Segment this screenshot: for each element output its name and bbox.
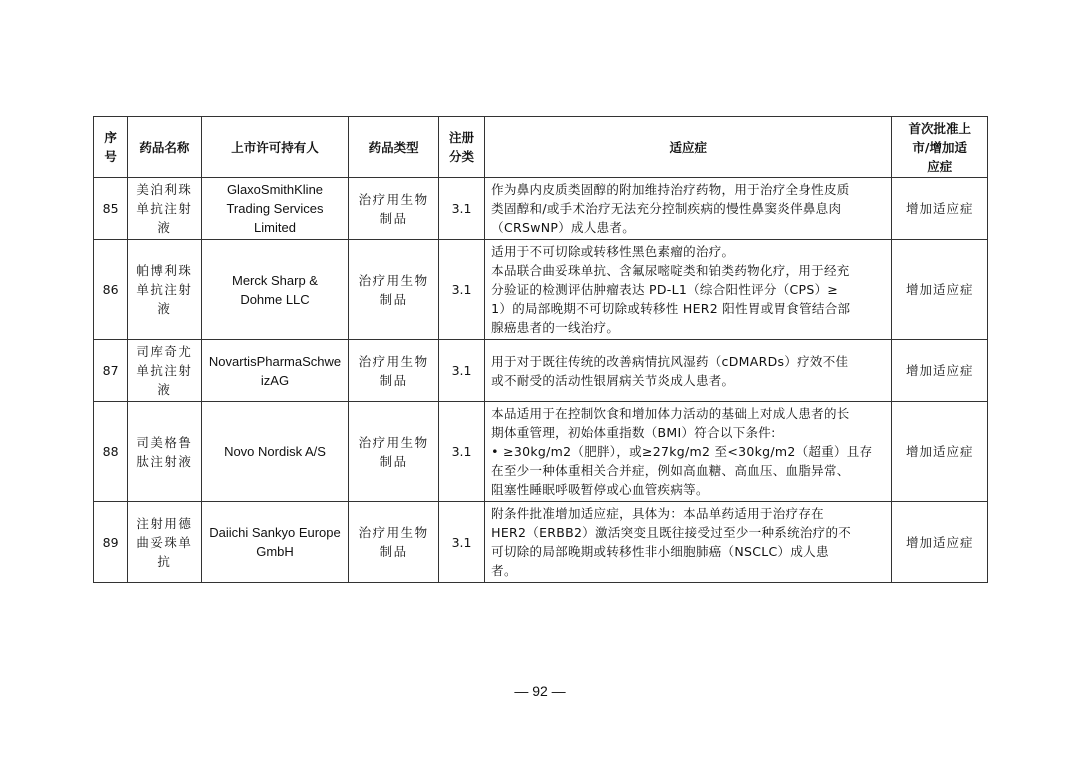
header-row [94,117,988,178]
cell-line: izAG [260,372,290,388]
cell-line: 肽注射液 [136,453,193,469]
cell-line: 帕博利珠 [136,263,193,278]
cell-line: Merck Sharp & [232,272,318,288]
cell-line: 制品 [379,291,408,307]
row-holder [201,402,349,502]
row-seq: 86 [94,240,128,340]
header-line: 分类 [449,149,475,164]
cell-line: 可切除的局部晚期或转移性非小细胞肺癌（NSCLC）成人患 [491,544,829,559]
cell-line: • ≥30kg/m2（肥胖），或≥27kg/m2 至<30kg/m2（超重）且存 [491,444,873,459]
row-seq: 88 [94,402,128,502]
row-reg-class: 3.1 [438,240,484,340]
cell-line: NovartisPharmaSchwe [208,353,342,369]
row-seq: 89 [94,502,128,583]
header-line: 序 [104,130,117,145]
cell-line: 本品适用于在控制饮食和增加体力活动的基础上对成人患者的长 [491,406,850,421]
cell-line: 制品 [379,544,408,559]
header-line: 应症 [927,158,953,174]
cell-line: Novo Nordisk A/S [224,444,326,459]
row-drug-name [128,402,201,502]
row-drug-type [349,340,439,402]
cell-line: Dohme LLC [240,291,310,307]
row-drug-type [349,240,439,340]
header-seq [94,117,128,178]
cell-line: 分验证的检测评估肿瘤表达 PD-L1（综合阳性评分（CPS）≥ [491,282,839,297]
row-seq: 85 [94,178,128,240]
cell-line: 液 [157,382,172,397]
cell-line: 腺癌患者的一线治疗。 [491,320,620,335]
header-reg-class [438,117,484,178]
cell-line: 适用于不可切除或转移性黑色素瘤的治疗。 [491,244,735,259]
cell-line: GlaxoSmithKline [226,182,324,197]
cell-line: Trading Services [226,201,324,216]
cell-line: 治疗用生物 [358,353,429,369]
header-drug-name: 药品名称 [128,117,201,178]
cell-line: 治疗用生物 [358,191,429,207]
drug-approval-table [93,116,988,583]
row-seq: 87 [94,340,128,402]
cell-line: 作为鼻内皮质类固醇的附加维持治疗药物，用于治疗全身性皮质 [491,182,850,197]
table-row [94,240,988,340]
row-drug-name [128,178,201,240]
row-holder [201,502,349,583]
row-reg-class: 3.1 [438,340,484,402]
cell-line: 治疗用生物 [358,272,429,288]
row-indication [485,240,892,340]
cell-line: 用于对于既往传统的改善病情抗风湿药（cDMARDs）疗效不佳 [491,353,849,369]
cell-line: 在至少一种体重相关合并症，例如高血糖、高血压、血脂异常、 [491,463,850,478]
cell-line: 者。 [491,563,517,578]
cell-line: 制品 [379,372,408,388]
cell-line: 司库奇尤 [136,344,193,359]
cell-line: HER2（ERBB2）激活突变且既往接受过至少一种系统治疗的不 [491,525,852,540]
cell-line: 类固醇和/或手术治疗无法充分控制疾病的慢性鼻窦炎伴鼻息肉 [491,201,842,216]
table-row [94,402,988,502]
row-status: 增加适应症 [892,402,988,502]
cell-line: 抗 [157,553,172,569]
cell-line: 司美格鲁 [136,434,193,450]
row-drug-type [349,178,439,240]
table-row [94,502,988,583]
page-number: — 92 — [514,683,566,699]
cell-line: 附条件批准增加适应症，具体为：本品单药适用于治疗存在 [491,506,824,521]
row-indication [485,178,892,240]
row-status: 增加适应症 [892,240,988,340]
cell-line: Daiichi Sankyo Europe [209,525,341,540]
cell-line: 本品联合曲妥珠单抗、含氟尿嘧啶类和铂类药物化疗，用于经充 [491,263,850,278]
row-reg-class: 3.1 [438,502,484,583]
header-line: 号 [104,149,117,164]
row-status: 增加适应症 [892,340,988,402]
cell-line: GmbH [256,544,294,559]
row-drug-name [128,340,201,402]
row-status: 增加适应症 [892,178,988,240]
cell-line: 1）的局部晚期不可切除或转移性 HER2 阳性胃或胃食管结合部 [491,301,851,316]
row-holder [201,240,349,340]
header-holder: 上市许可持有人 [201,117,349,178]
cell-line: 单抗注射 [136,363,193,378]
row-indication [485,502,892,583]
cell-line: 单抗注射 [136,201,193,216]
row-indication [485,340,892,402]
cell-line: 制品 [379,210,408,226]
row-drug-type [349,402,439,502]
header-line: 首次批准上 [908,120,971,136]
cell-line: （CRSwNP）成人患者。 [491,220,636,235]
cell-line: 治疗用生物 [358,434,429,450]
cell-line: 注射用德 [136,515,193,531]
cell-line: 液 [157,301,172,316]
cell-line: 阻塞性睡眠呼吸暂停或心血管疾病等。 [491,482,709,497]
table-row [94,178,988,240]
header-approval [892,117,988,178]
cell-line: 曲妥珠单 [136,534,193,550]
cell-line: 液 [157,220,172,235]
row-status: 增加适应症 [892,502,988,583]
table-row [94,340,988,402]
row-holder [201,340,349,402]
header-drug-type: 药品类型 [349,117,439,178]
header-line: 市/增加适 [912,139,967,155]
cell-line: 美泊利珠 [136,182,193,197]
row-reg-class: 3.1 [438,402,484,502]
row-indication [485,402,892,502]
row-drug-name [128,240,201,340]
cell-line: 或不耐受的活动性银屑病关节炎成人患者。 [491,372,735,388]
row-holder [201,178,349,240]
row-drug-type [349,502,439,583]
header-indication: 适应症 [485,117,892,178]
cell-line: 单抗注射 [136,282,193,297]
cell-line: 制品 [379,453,408,469]
header-line: 注册 [449,130,475,145]
cell-line: 期体重管理，初始体重指数（BMI）符合以下条件: [491,425,776,440]
row-drug-name [128,502,201,583]
cell-line: 治疗用生物 [358,525,429,540]
row-reg-class: 3.1 [438,178,484,240]
cell-line: Limited [254,220,296,235]
